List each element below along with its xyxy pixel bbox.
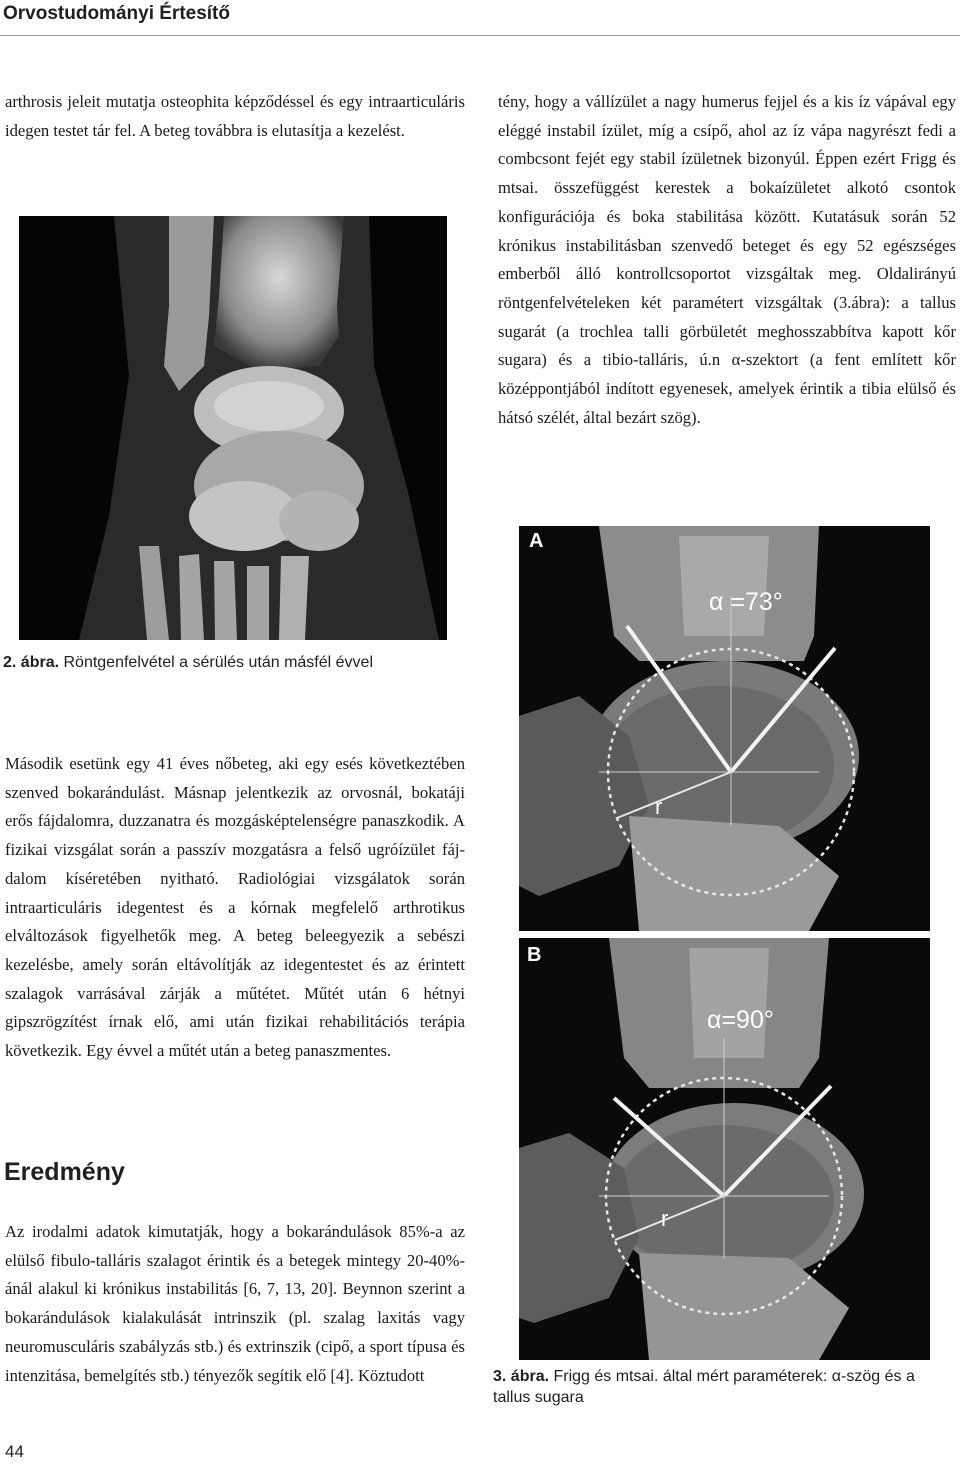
page-header	[0, 0, 960, 36]
figure-3-panel-a-angle-label: α =73°	[709, 588, 783, 616]
journal-title: Orvostudományi Értesítő	[3, 3, 230, 24]
figure-3-caption	[493, 1366, 955, 1408]
figure-2-text: Röntgenfelvétel a sérülés után másfél évvel	[63, 654, 373, 671]
figure-3-panel-b-angle-label: α=90°	[707, 1006, 774, 1034]
paragraph-right-top: tény, hogy a vállízület a nagy humerus fejjel és a kis íz vápával egy eléggé instabil ízület, míg a csípő, ahol az íz vápa nagyrészt fedi a combcsont fejét egy stabil ízületnek bizonyúl. Éppen ezért Frigg és mtsai. összefüggést kerestek a bokaízületet alkotó csontok konfigurációja és boka stabilitása között. Kutatásuk során 52 krónikus instabilitásban szenvedő beteget és egy 52 egészséges emberből álló kontrollcsoportot vizsgáltak meg. Oldalirányú röntgenfelvételeken két paramétert vizsgáltak (3.ábra): a tallus sugarát (a trochlea talli görbületét meghosszabbítva kapott kőr sugara) és a tibio-talláris, ú.n α-szektort (a fent említett kőr középpontjából indított egyenesek, amelyek érintik a tibia elülső és hátsó szélét, által bezárt szög).	[498, 92, 956, 427]
figure-3-label: 3. ábra.	[493, 1368, 550, 1385]
figure-3-panel-b-radius-label: r	[661, 1206, 669, 1231]
header-rule	[0, 35, 960, 36]
figure-2-label: 2. ábra.	[3, 654, 60, 671]
figure-2-xray-image	[19, 216, 447, 640]
section-heading: Eredmény	[4, 1158, 125, 1186]
figure-3-panel-a-radius-label: r	[655, 794, 663, 819]
figure-3-panel-b-image	[519, 938, 930, 1360]
figure-3-panel-b-letter: B	[527, 944, 542, 966]
paragraph-left-bottom: Az irodalmi adatok kimutatják, hogy a bokarándulások 85%-a az elülső fibulo-talláris szalagot érintik és a betegek mintegy 20-40%-ánál alakul ki krónikus instabilitás [6, 7, 13, 20]. Beynnon szerint a bokarándulások kialakulását intrinszik (pl. szalag laxitás vagy neuromusculáris szabályzás stb.) és extrinszik (cipő, a sport típusa és intenzitása, bemelgítés stb.) tényezők segítik elő [4]. Köztudott	[5, 1222, 465, 1385]
page-number: 44	[5, 1442, 24, 1461]
paragraph-left-middle: Második esetünk egy 41 éves nőbeteg, aki egy esés következtében szenved bokarándulást. Másnap jelentkezik az orvosnál, bokatáji erős fájdalomra, duzzanatra és mozgásképtelenségre panaszkodik. A fizikai vizsgálat során a passzív mozgatásra a felső ugróízület fájdalom kíséretében nyitható. Radiológiai vizsgálatok során intraarticuláris idegentest és a kórnak megfelelő arthrotikus elváltozások figyelhetők meg. A beteg beleegyezik a sebészi kezelésbe, amely során eltávolítják az idegentestet és az érintett szalagok varrásával zárják a műtétet. Műtét után 6 hétnyi gipszrögzítést írnak elő, ami után fizikai rehabilitációs terápia következik. Egy évvel a műtét után a beteg panaszmentes.	[5, 754, 465, 1061]
paragraph-left-top: arthrosis jeleit mutatja osteophita képződéssel és egy intraarticuláris idegen testet tár fel. A beteg továbbra is elutasítja a kezelést.	[5, 92, 465, 140]
figure-2-caption	[3, 652, 463, 673]
figure-3-panel-a-image	[519, 526, 930, 931]
figure-3-panel-a-letter: A	[529, 530, 544, 552]
figure-3-text: Frigg és mtsai. által mért paraméterek: α-szög és a tallus sugara	[493, 1368, 915, 1406]
